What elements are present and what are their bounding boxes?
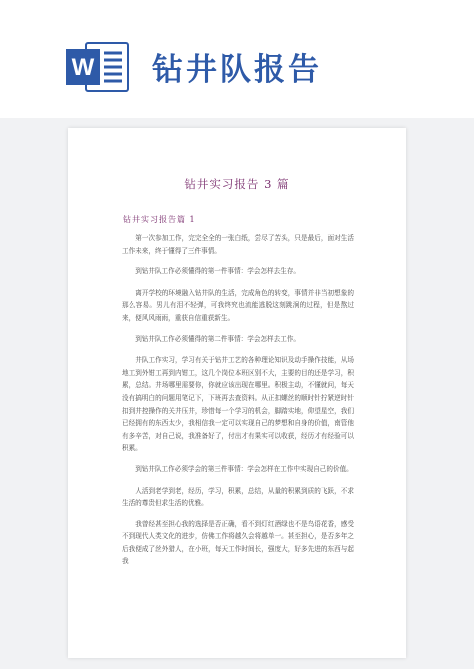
paragraph: 离开学校的环境融入钻井队的生活，完成角色的转变，事情并非当初想象的那么容易。男儿有泪不轻弹，可我终究也流能逃脱这刻跳涧的过程，但是熬过来，便风风雨雨，重获自信重获新生。 xyxy=(122,288,354,322)
document-title: 钻井实习报告 3 篇 xyxy=(184,177,290,191)
paragraph: 第一次参加工作，完完全全的一张白纸，尝尽了苦头，只是最后，面对生活工作未来，终于懂得了三件事情。 xyxy=(122,234,354,255)
paragraph: 到钻井队工作必须懂得的第一件事情：学会怎样去生存。 xyxy=(135,267,301,276)
banner-title: 钻井队报告 xyxy=(152,52,322,88)
word-icon-letter: W xyxy=(71,54,95,81)
section-heading: 钻井实习报告篇 1 xyxy=(123,215,196,224)
paragraph: 到钻井队工作必须懂得的第二件事情：学会怎样去工作。 xyxy=(135,334,301,343)
paragraph: 我曾经甚至担心我的选择是否正确，看不到灯红酒绿也不是鸟语花香，感受不到现代人类文化的进步，仿佛工作将越久会将越单一。甚至担心，是否多年之后我便成了丝外猎人，在小班，每天工作时间长，强度大，好多先进的东西与起我 xyxy=(122,519,354,566)
paragraph: 井队工作实习，学习有关于钻井工艺的各种理论知识及动手操作技能，从场地工到外钳工再到内钳工，这几个岗位本班区别不大，主要的目的还是学习，积累，总结。井场哪里需要你，你就应该出现在哪里。积极主动，不懂就问，每天没有搞明白的问题用笔记下，下班再去查资料。从正扣螺丝的顺时针拧紧逆时针扣到井控操作的关井压井，珍惜每一个学习的机会，脚踏实地，仰望星空，我们已经拥有的东西太少，我相信我一定可以实现自己的梦想和自身的价值，南管他有多辛苦，对自己说，我准备好了，付出才有果实可以收获，经历才有经验可以积累。 xyxy=(122,356,354,453)
paragraph: 人活到老学到老，经历，学习，积累，总结，从量的积累到质的飞跃，不求生活的尊贵但求生活的优雅。 xyxy=(122,486,354,508)
word-doc-icon xyxy=(64,41,130,93)
paragraph: 到钻井队工作必须学会的第三件事情：学会怎样在工作中实现自己的价值。 xyxy=(135,464,353,473)
document-body xyxy=(122,232,354,576)
header-banner xyxy=(0,0,474,118)
document-page xyxy=(68,128,406,658)
